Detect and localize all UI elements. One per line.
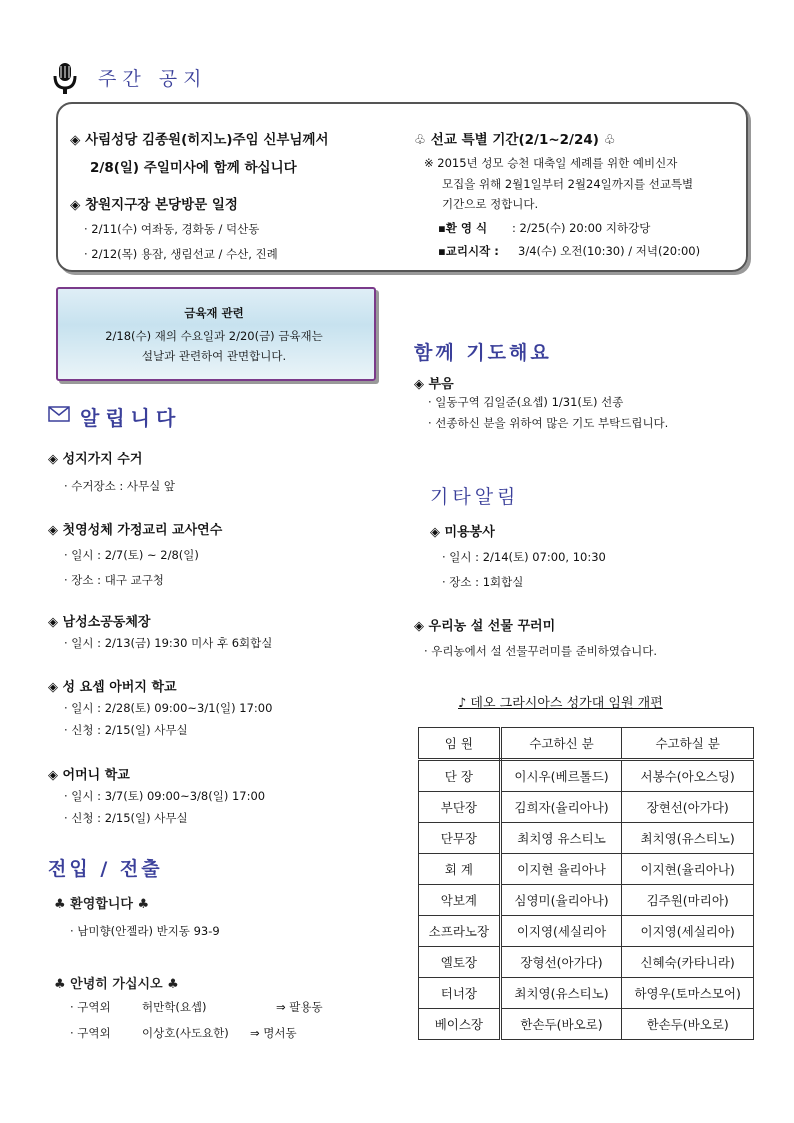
section-item: · 일시 : 3/7(토) 09:00~3/8(일) 17:00: [64, 789, 266, 803]
prayer-heading: ◈ 부음: [414, 377, 454, 392]
table-row: [419, 792, 754, 823]
farewell-heading: ♣ 안녕히 가십시오 ♣: [54, 977, 179, 992]
header-cell: 임 원: [419, 728, 501, 760]
other-title: 기타알림: [430, 486, 520, 508]
role-cell: 악보계: [419, 885, 501, 916]
prev-cell: 이지현 율리아나: [500, 854, 622, 885]
other-heading: ◈ 우리농 설 선물 꾸러미: [414, 619, 556, 634]
next-cell: 신혜숙(카타니라): [622, 947, 754, 978]
choir-title: ♪ 데오 그라시아스 성가대 임원 개편: [458, 696, 663, 711]
role-cell: 베이스장: [419, 1009, 501, 1040]
mission-desc: 모집을 위해 2월1일부터 2월24일까지를 선교특별: [442, 177, 694, 191]
other-item: · 장소 : 1회합실: [442, 575, 524, 589]
welcome-item: · 남미향(안젤라) 반지동 93-9: [70, 924, 220, 938]
table-row: [419, 947, 754, 978]
mission-desc: ※ 2015년 성모 승천 대축일 세례를 위한 예비신자: [424, 156, 678, 170]
farewell-item-zone: · 구역외: [70, 1026, 111, 1040]
header-cell: 수고하실 분: [622, 728, 754, 760]
fasting-line: 설날과 관련하여 관면합니다.: [141, 349, 287, 363]
welcome-ceremony-label: ▪환 영 식: [438, 221, 488, 235]
mission-desc: 기간으로 정합니다.: [442, 197, 539, 211]
next-cell: 하영우(토마스모어): [622, 978, 754, 1009]
farewell-item-zone: · 구역외: [70, 1000, 111, 1014]
role-cell: 부단장: [419, 792, 501, 823]
farewell-item-dest: ⇒ 팔용동: [276, 1000, 323, 1014]
role-cell: 엘토장: [419, 947, 501, 978]
section-item: · 신청 : 2/15(일) 사무실: [64, 811, 188, 825]
table-row: [419, 885, 754, 916]
next-cell: 이지현(율리아나): [622, 854, 754, 885]
welcome-ceremony-value: : 2/25(수) 20:00 지하강당: [512, 221, 651, 235]
role-cell: 터너장: [419, 978, 501, 1009]
farewell-item-name: 이상호(사도요한): [142, 1026, 229, 1040]
section-heading: ◈ 성지가지 수거: [48, 452, 143, 467]
announcements-title: 알립니다: [80, 406, 182, 430]
fasting-title: 금육재 관련: [184, 306, 244, 320]
table-row: [419, 916, 754, 947]
class-start-value: 3/4(수) 오전(10:30) / 저녁(20:00): [518, 244, 701, 258]
table-row: [419, 1009, 754, 1040]
other-item: · 일시 : 2/14(토) 07:00, 10:30: [442, 550, 606, 564]
role-cell: 단무장: [419, 823, 501, 854]
prayer-item: · 선종하신 분을 위하여 많은 기도 부탁드립니다.: [428, 416, 669, 430]
envelope-icon: [48, 406, 70, 422]
choir-table: [418, 727, 754, 1040]
next-cell: 최치영(유스티노): [622, 823, 754, 854]
section-item: · 수거장소 : 사무실 앞: [64, 479, 176, 493]
prev-cell: 최치영(유스티노): [500, 978, 622, 1009]
transfers-title: 전입 / 전출: [48, 858, 163, 880]
prev-cell: 장형선(아가다): [500, 947, 622, 978]
section-item: · 일시 : 2/28(토) 09:00~3/1(일) 17:00: [64, 701, 273, 715]
farewell-item-name: 허만학(요셉): [142, 1000, 207, 1014]
section-item: · 신청 : 2/15(일) 사무실: [64, 723, 188, 737]
prev-cell: 김희자(율리아나): [500, 792, 622, 823]
section-item: · 장소 : 대구 교구청: [64, 573, 164, 587]
section-heading: ◈ 남성소공동체장: [48, 615, 151, 630]
fasting-line: 2/18(수) 재의 수요일과 2/20(금) 금육재는: [105, 329, 323, 343]
other-item: · 우리농에서 설 선물꾸러미를 준비하였습니다.: [424, 644, 658, 658]
farewell-item-dest: ⇒ 명서동: [250, 1026, 297, 1040]
next-cell: 장현선(아가다): [622, 792, 754, 823]
weekly-notice-title: 주간 공지: [98, 68, 208, 90]
role-cell: 단 장: [419, 760, 501, 792]
section-heading: ◈ 첫영성체 가정교리 교사연수: [48, 523, 223, 538]
notice-item-2-sub: · 2/11(수) 여좌동, 경화동 / 덕산동: [84, 222, 260, 236]
section-heading: ◈ 성 요셉 아버지 학교: [48, 680, 177, 695]
table-row: [419, 760, 754, 792]
prev-cell: 이시우(베르톨드): [500, 760, 622, 792]
mission-period-title: ♧ 선교 특별 기간(2/1~2/24) ♧: [414, 132, 616, 148]
other-heading: ◈ 미용봉사: [430, 525, 495, 540]
table-row: [419, 854, 754, 885]
table-row: [419, 978, 754, 1009]
notice-item-2-sub: · 2/12(목) 용잠, 생림선교 / 수산, 진례: [84, 247, 278, 261]
prev-cell: 심영미(율리아나): [500, 885, 622, 916]
section-heading: ◈ 어머니 학교: [48, 768, 130, 783]
notice-item-1: ◈ 사림성당 김종원(히지노)주임 신부님께서: [70, 132, 329, 148]
prev-cell: 최치영 유스티노: [500, 823, 622, 854]
notice-item-2: ◈ 창원지구장 본당방문 일정: [70, 197, 238, 213]
next-cell: 김주원(마리아): [622, 885, 754, 916]
prayer-item: · 일동구역 김일준(요셉) 1/31(토) 선종: [428, 395, 624, 409]
prev-cell: 이지영(세실리아: [500, 916, 622, 947]
prayer-title: 함께 기도해요: [414, 342, 552, 364]
microphone-icon: [52, 62, 78, 96]
welcome-heading: ♣ 환영합니다 ♣: [54, 897, 150, 912]
next-cell: 한손두(바오로): [622, 1009, 754, 1040]
table-row: [419, 823, 754, 854]
role-cell: 소프라노장: [419, 916, 501, 947]
notice-item-1-cont: 2/8(일) 주일미사에 함께 하십니다: [90, 160, 297, 176]
section-item: · 일시 : 2/13(금) 19:30 미사 후 6회합실: [64, 636, 273, 650]
role-cell: 회 계: [419, 854, 501, 885]
next-cell: 이지영(세실리아): [622, 916, 754, 947]
next-cell: 서봉수(아오스딩): [622, 760, 754, 792]
section-item: · 일시 : 2/7(토) ~ 2/8(일): [64, 548, 199, 562]
class-start-label: ▪교리시작 :: [438, 244, 499, 258]
prev-cell: 한손두(바오로): [500, 1009, 622, 1040]
header-cell: 수고하신 분: [500, 728, 622, 760]
table-header-row: [419, 728, 754, 760]
